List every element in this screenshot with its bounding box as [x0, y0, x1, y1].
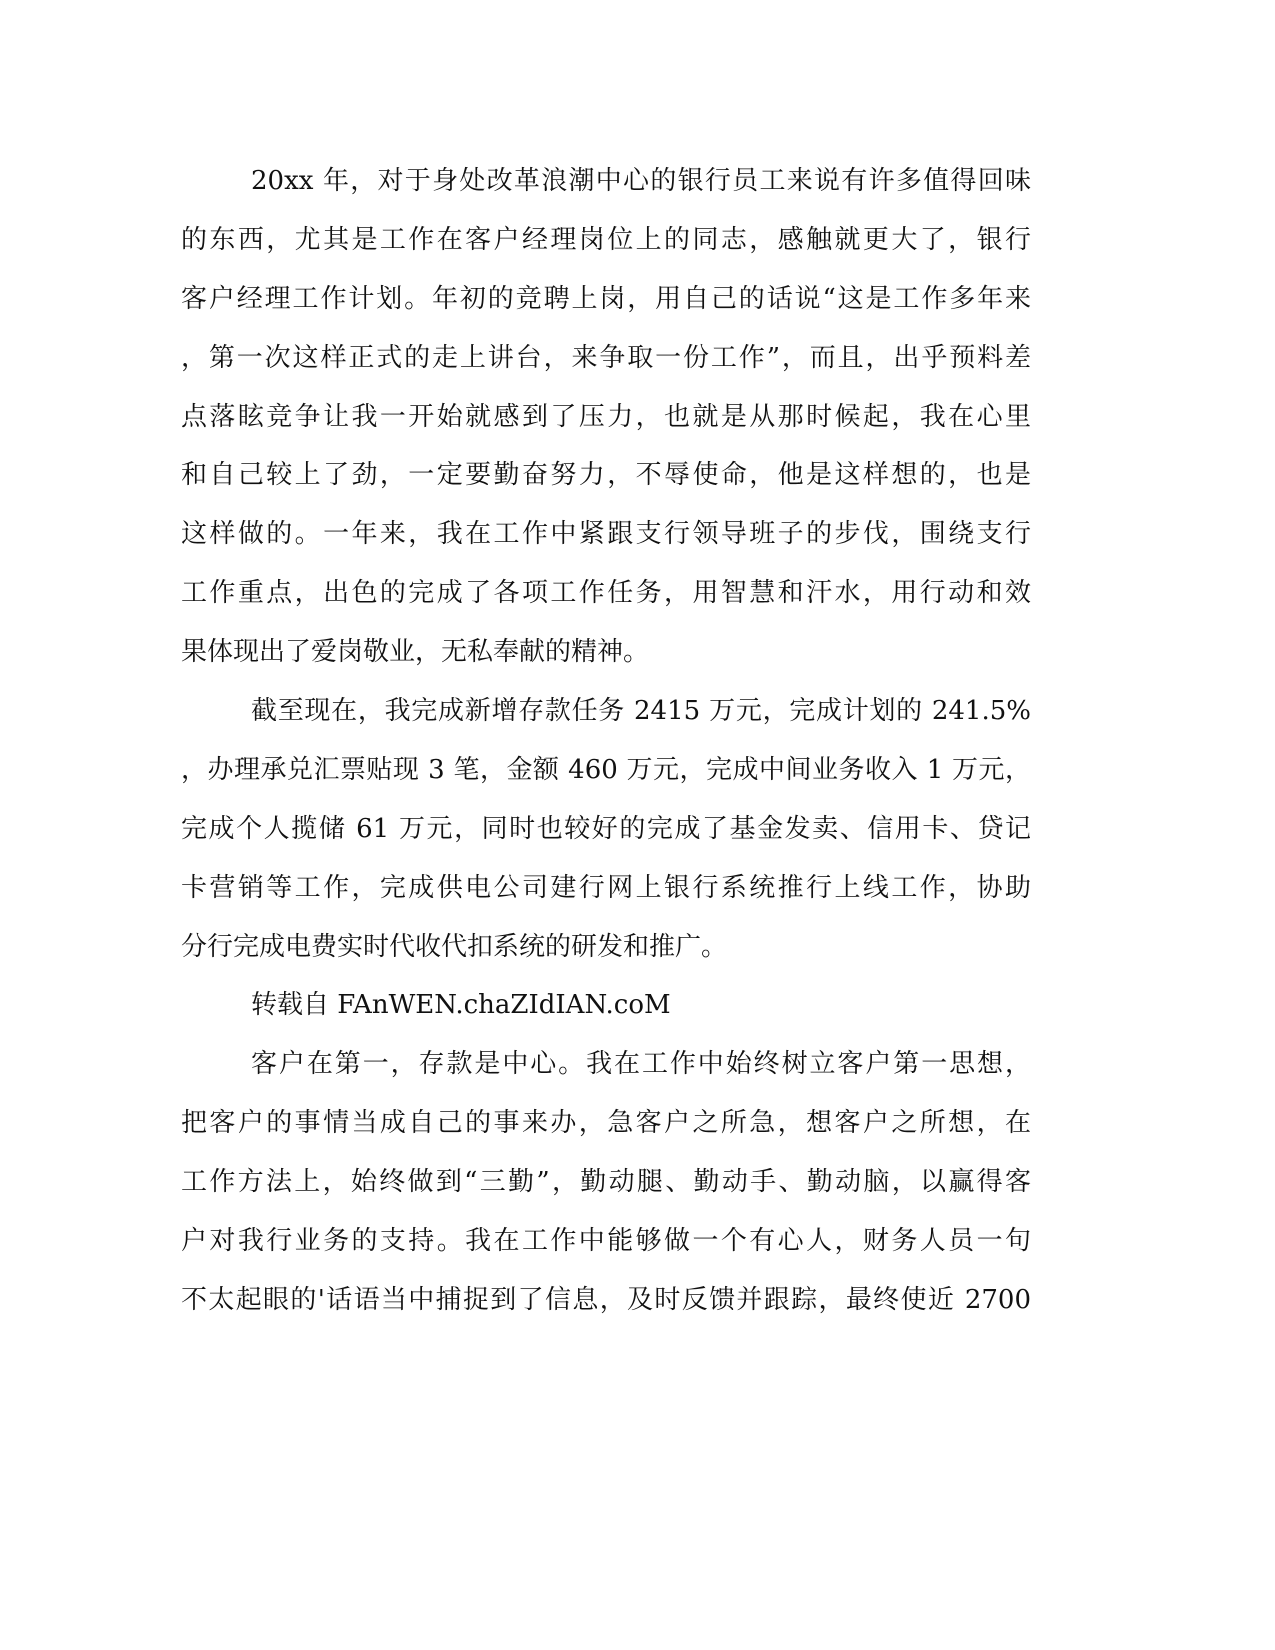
text-line: 户对我行业务的支持。我在工作中能够做一个有心人，财务人员一句 [181, 1226, 1031, 1257]
text-line: 客户在第一，存款是中心。我在工作中始终树立客户第一思想， [251, 1049, 1031, 1080]
text-line: 截至现在，我完成新增存款任务 2415 万元，完成计划的 241.5% [251, 696, 1031, 727]
text-line: ，办理承兑汇票贴现 3 笔，金额 460 万元，完成中间业务收入 1 万元， [181, 754, 1031, 785]
text-line: 不太起眼的'话语当中捕捉到了信息，及时反馈并跟踪，最终使近 2700 [181, 1284, 1031, 1315]
text-line: 分行完成电费实时代收代扣系统的研发和推广。 [181, 931, 728, 962]
text-line: 果体现出了爱岗敬业，无私奉献的精神。 [181, 637, 650, 668]
text-line: 这样做的。一年来，我在工作中紧跟支行领导班子的步伐，围绕支行 [181, 519, 1031, 550]
text-line: 客户经理工作计划。年初的竞聘上岗，用自己的话说“这是工作多年来 [181, 283, 1031, 314]
text-line: 的东西，尤其是工作在客户经理岗位上的同志，感触就更大了，银行 [181, 224, 1031, 255]
text-line: 卡营销等工作，完成供电公司建行网上银行系统推行上线工作，协助 [181, 872, 1031, 903]
text-line: 20xx 年，对于身处改革浪潮中心的银行员工来说有许多值得回味 [251, 166, 1031, 196]
text-line: 工作重点，出色的完成了各项工作任务，用智慧和汗水，用行动和效 [181, 578, 1031, 609]
text-line: 工作方法上，始终做到“三勤”，勤动腿、勤动手、勤动脑，以赢得客 [181, 1167, 1031, 1198]
text-line: 把客户的事情当成自己的事来办，急客户之所急，想客户之所想，在 [181, 1108, 1031, 1139]
text-line: 完成个人揽储 61 万元，同时也较好的完成了基金发卖、信用卡、贷记 [181, 813, 1031, 844]
text-line: 转载自 FAnWEN.chaZIdIAN.coM [251, 990, 671, 1021]
text-line: ，第一次这样正式的走上讲台，来争取一份工作”，而且，出乎预料差 [181, 342, 1031, 373]
document-body [181, 152, 1031, 1330]
text-line: 点落眩竞争让我一开始就感到了压力，也就是从那时候起，我在心里 [181, 401, 1031, 432]
text-line: 和自己较上了劲，一定要勤奋努力，不辱使命，他是这样想的，也是 [181, 460, 1031, 491]
